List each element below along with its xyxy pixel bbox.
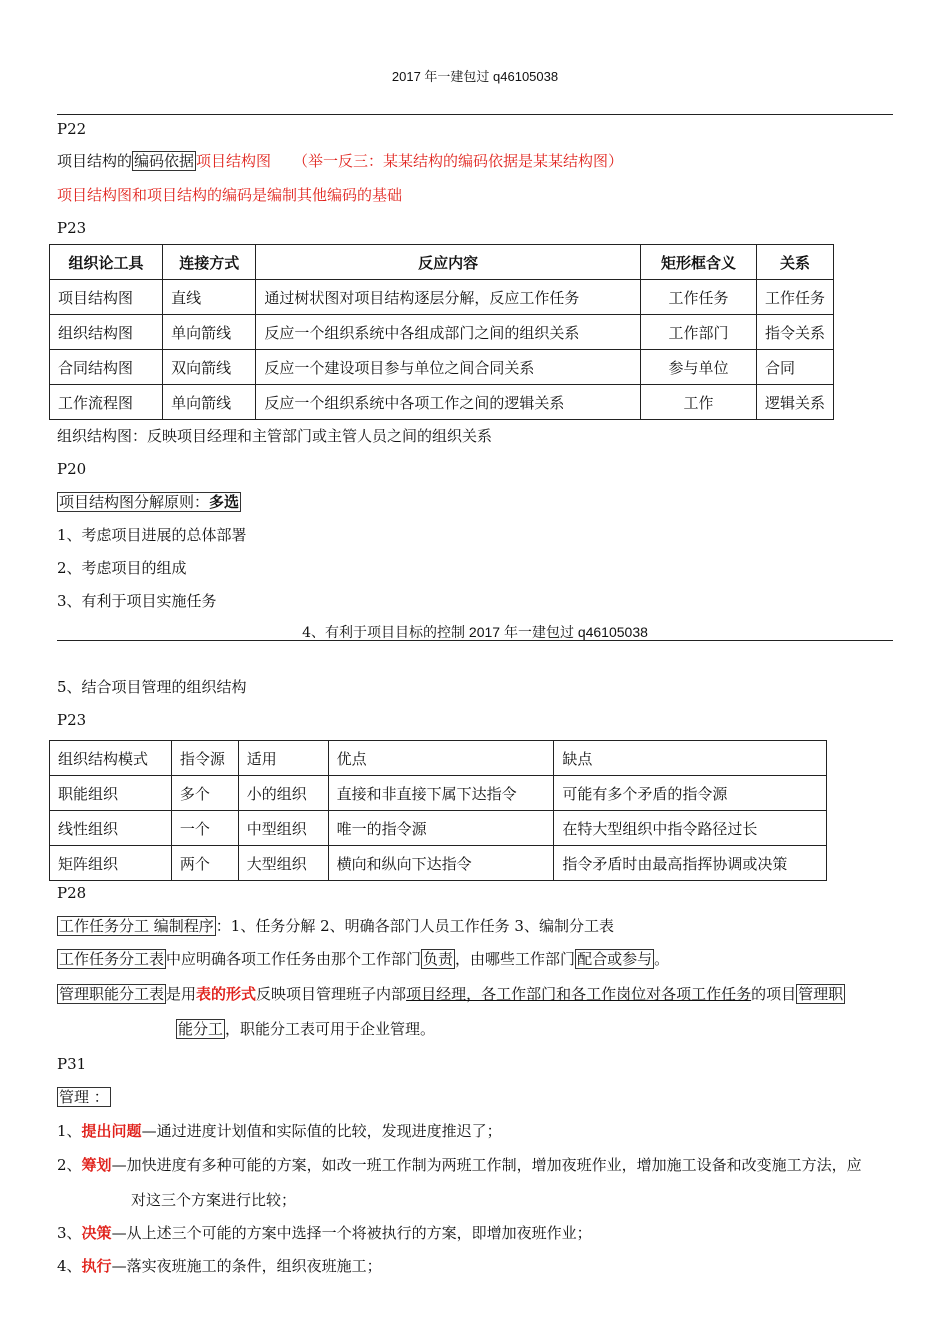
table-cell: 组织结构图: [50, 315, 163, 350]
table-cell: 可能有多个矛盾的指令源: [554, 776, 827, 811]
table-form-highlight: 表的形式: [196, 985, 257, 1003]
list-item: 2、考虑项目的组成: [57, 559, 187, 577]
table-header-cell: 组织结构模式: [50, 741, 172, 776]
item-number: 1、: [57, 1122, 82, 1140]
p28-line3-text: 是用: [166, 985, 197, 1003]
item-text: —从上述三个可能的方案中选择一个将被执行的方案，即增加夜班作业；: [111, 1224, 592, 1242]
table-header-cell: 连接方式: [163, 245, 256, 280]
footer-item4: 4、有利于项目目标的控制: [302, 625, 466, 641]
table-cell: 横向和纵向下达指令: [328, 846, 554, 881]
table-cell: 工作任务: [641, 280, 757, 315]
table-cell: 指令关系: [756, 315, 833, 350]
p28-line3: [57, 984, 845, 1004]
page-ref-p23a: P23: [57, 219, 87, 237]
p28-line3-text: 反映项目管理班子内部: [256, 985, 407, 1003]
org-tools-table: [49, 244, 834, 420]
table-cell: 工作流程图: [50, 385, 163, 420]
table-header-cell: 适用: [238, 741, 328, 776]
table-cell: 唯一的指令源: [328, 811, 554, 846]
table-cell: 多个: [171, 776, 238, 811]
table-cell: 项目结构图: [50, 280, 163, 315]
list-item: [57, 1256, 382, 1276]
header-rule: [57, 114, 893, 115]
item-text: —落实夜班施工的条件，组织夜班施工；: [111, 1257, 382, 1275]
table-row: [50, 350, 834, 385]
table-row: [50, 776, 827, 811]
func-division-box: 管理职: [798, 985, 844, 1003]
page-ref-p20: P20: [57, 460, 87, 478]
table-row: [50, 280, 834, 315]
table-header-cell: 缺点: [554, 741, 827, 776]
underlined-text: 项目经理，各工作部门和各工作岗位对各项工作任务: [406, 985, 752, 1003]
func-table-box: 管理职能分工表: [59, 985, 165, 1003]
table-cell: 双向箭线: [163, 350, 256, 385]
list-item: 3、有利于项目实施任务: [57, 592, 217, 610]
table-cell: 一个: [171, 811, 238, 846]
table-cell: 合同结构图: [50, 350, 163, 385]
footer-rule: [57, 640, 893, 641]
table-cell: 反应一个组织系统中各组成部门之间的组织关系: [256, 315, 641, 350]
item-number: 3、: [57, 1224, 82, 1242]
table-cell: 矩阵组织: [50, 846, 172, 881]
table-cell: 直接和非直接下属下达指令: [328, 776, 554, 811]
table-cell: 工作: [641, 385, 757, 420]
p28-line2-text: 。: [654, 950, 670, 968]
p20-title-text: 项目结构图分解原则：: [59, 493, 210, 511]
item-number: 2、: [57, 1156, 82, 1174]
table-row: [50, 315, 834, 350]
p22-text-a: 项目结构的: [57, 152, 133, 170]
table-cell: 线性组织: [50, 811, 172, 846]
p22-text-c: 项目结构图: [196, 152, 272, 170]
p31-title: [57, 1087, 111, 1107]
table-header-cell: 矩形框含义: [641, 245, 757, 280]
page-ref-p22: P22: [57, 120, 87, 138]
table-cell: 反应一个建设项目参与单位之间合同关系: [256, 350, 641, 385]
multi-select-label: 多选: [209, 493, 240, 511]
p28-line2-text: 中应明确各项工作任务由那个工作部门: [166, 950, 422, 968]
item-text: —加快进度有多种可能的方案，如改一班工作制为两班工作制，增加夜班作业，增加施工设备和改变施工方法，应: [111, 1156, 862, 1174]
p20-title-box: [57, 492, 241, 512]
p28-line4-text: ，职能分工表可用于企业管理。: [225, 1020, 436, 1038]
p22-line2: 项目结构图和项目结构的编码是编制其他编码的基础: [57, 186, 403, 204]
table-row: [50, 846, 827, 881]
table-row: [50, 811, 827, 846]
table-header-cell: 反应内容: [256, 245, 641, 280]
table-cell: 通过树状图对项目结构逐层分解，反应工作任务: [256, 280, 641, 315]
table-cell: 大型组织: [238, 846, 328, 881]
cooperate-box: 配合或参与: [577, 950, 653, 968]
p28-line2-text: ，由哪些工作部门: [455, 950, 576, 968]
responsible-box: 负责: [423, 950, 454, 968]
p28-line4: [176, 1019, 435, 1039]
item-keyword: 提出问题: [81, 1122, 142, 1140]
list-item: [57, 1121, 502, 1141]
table-cell: 直线: [163, 280, 256, 315]
item-keyword: 筹划: [81, 1156, 112, 1174]
p22-line1: [57, 151, 623, 171]
item-keyword: 决策: [81, 1224, 112, 1242]
list-item: 5、结合项目管理的组织结构: [57, 678, 247, 696]
table-header-cell: 优点: [328, 741, 554, 776]
p28-line2: [57, 949, 669, 969]
page-ref-p28: P28: [57, 884, 87, 902]
task-division-box: 工作任务分工 编制程序: [59, 917, 214, 935]
page-footer: [0, 622, 950, 642]
p22-text-d: （举一反三：某某结构的编码依据是某某结构图）: [293, 152, 624, 170]
table-header-cell: 组织论工具: [50, 245, 163, 280]
table-header-cell: 关系: [756, 245, 833, 280]
page-ref-p23b: P23: [57, 711, 87, 729]
table-cell: 两个: [171, 846, 238, 881]
p20-title: [57, 492, 241, 512]
org-structure-table: [49, 740, 827, 881]
coding-basis-box: 编码依据: [134, 152, 195, 170]
item-text: —通过进度计划值和实际值的比较，发现进度推迟了；: [141, 1122, 502, 1140]
table-cell: 反应一个组织系统中各项工作之间的逻辑关系: [256, 385, 641, 420]
management-title-box: 管理 ：: [59, 1088, 109, 1106]
list-item: 1、考虑项目进展的总体部署: [57, 526, 247, 544]
page-header: 2017 年一建包过 q46105038: [391, 69, 559, 84]
table-cell: 小的组织: [238, 776, 328, 811]
item-number: 4、: [57, 1257, 82, 1275]
table-cell: 参与单位: [641, 350, 757, 385]
page-ref-p31: P31: [57, 1055, 87, 1073]
table-cell: 单向箭线: [163, 315, 256, 350]
footer-brand: 2017 年一建包过 q46105038: [465, 624, 648, 640]
p28-line1: [57, 916, 614, 936]
table-cell: 指令矛盾时由最高指挥协调或决策: [554, 846, 827, 881]
table-cell: 在特大型组织中指令路径过长: [554, 811, 827, 846]
list-item-continuation: 对这三个方案进行比较；: [131, 1191, 297, 1209]
p28-line3-text: 的项目: [751, 985, 797, 1003]
p28-line1-text: ：1、任务分解 2、明确各部门人员工作任务 3、编制分工表: [215, 917, 614, 935]
table-cell: 工作任务: [756, 280, 833, 315]
table-cell: 单向箭线: [163, 385, 256, 420]
table-header-row: [50, 245, 834, 280]
list-item: [57, 1155, 862, 1175]
table-header-cell: 指令源: [171, 741, 238, 776]
table-header-row: [50, 741, 827, 776]
org-chart-note: 组织结构图：反映项目经理和主管部门或主管人员之间的组织关系: [57, 427, 493, 445]
table-cell: 逻辑关系: [756, 385, 833, 420]
list-item: [57, 1223, 592, 1243]
table-cell: 工作部门: [641, 315, 757, 350]
table-cell: 合同: [756, 350, 833, 385]
item-keyword: 执行: [81, 1257, 112, 1275]
table-cell: 中型组织: [238, 811, 328, 846]
task-table-box: 工作任务分工表: [59, 950, 165, 968]
table-cell: 职能组织: [50, 776, 172, 811]
func-division-box-cont: 能分工: [178, 1020, 224, 1038]
table-row: [50, 385, 834, 420]
